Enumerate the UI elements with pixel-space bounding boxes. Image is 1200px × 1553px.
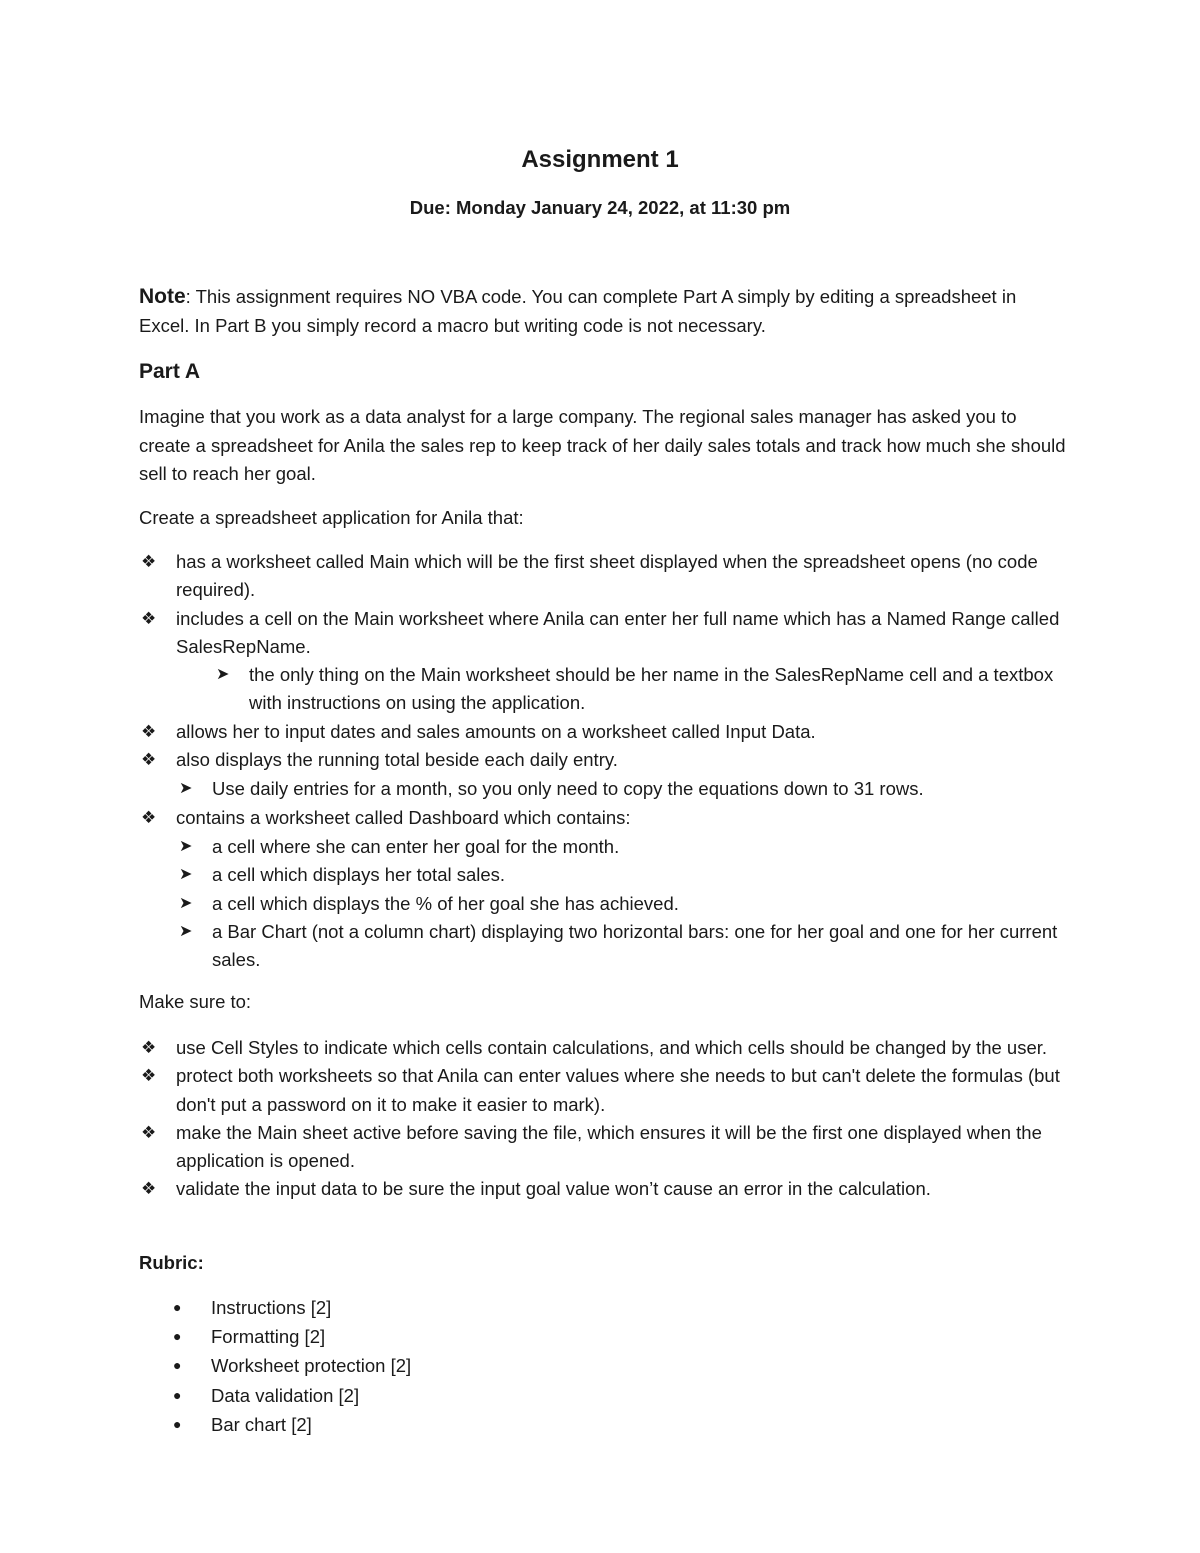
make-sure-label: Make sure to: — [139, 991, 252, 1012]
list-item: ➤ the only thing on the Main worksheet should be her name in the SalesRepName cell and a textbox with instructions on using the application. — [176, 661, 1069, 718]
list-item: ➤ a Bar Chart (not a column chart) displaying two horizontal bars: one for her goal and one for her current sales. — [139, 918, 1069, 975]
dot-bullet-icon: ● — [173, 1299, 182, 1315]
dashboard-list — [139, 804, 1069, 832]
arrow-bullet-icon: ➤ — [216, 666, 230, 684]
four-diamond-bullet-icon: ❖ — [141, 1122, 157, 1142]
four-diamond-bullet-icon: ❖ — [141, 808, 157, 827]
list-item: ❖ make the Main sheet active before saving the file, which ensures it will be the first one displayed when the application is opened. — [139, 1119, 1069, 1176]
make-sure-list — [139, 1034, 1069, 1204]
arrow-bullet-icon: ➤ — [179, 780, 193, 797]
part-a-heading: Part A — [139, 360, 201, 383]
list-item: ● Data validation [2] — [173, 1381, 411, 1410]
list-item: ❖ contains a worksheet called Dashboard which contains: — [139, 804, 1069, 832]
dot-bullet-icon: ● — [173, 1386, 182, 1403]
dot-bullet-icon: ● — [173, 1357, 182, 1374]
arrow-bullet-icon: ➤ — [179, 866, 193, 884]
list-item: ➤ a cell which displays the % of her goal she has achieved. — [139, 890, 1069, 918]
four-diamond-bullet-icon: ❖ — [141, 1179, 157, 1199]
four-diamond-bullet-icon: ❖ — [141, 552, 157, 571]
dashboard-sub-list — [139, 833, 1069, 974]
rubric-list — [173, 1293, 411, 1439]
sub-list — [139, 775, 1069, 803]
dot-bullet-icon: ● — [173, 1328, 182, 1345]
sub-list — [176, 661, 1069, 718]
four-diamond-bullet-icon: ❖ — [141, 722, 157, 741]
note-label: Note — [139, 285, 186, 308]
four-diamond-bullet-icon: ❖ — [141, 608, 157, 628]
list-item: ● Instructions [2] — [173, 1293, 411, 1322]
list-item: ❖ has a worksheet called Main which will be the first sheet displayed when the spreadsheet opens (no code required). — [139, 548, 1069, 605]
list-item: ➤ a cell which displays her total sales. — [139, 861, 1069, 889]
list-item: ❖ protect both worksheets so that Anila can enter values where she needs to but can't delete the formulas (but don't put a password on it to make it easier to mark). — [139, 1062, 1069, 1119]
four-diamond-bullet-icon: ❖ — [141, 750, 157, 770]
list-item: ❖ includes a cell on the Main worksheet where Anila can enter her full name which has a Named Range called SalesRepName. ➤ the only thing on the Main worksheet should be her name in the SalesRepName cell and a textbox with instructions on using the application. — [139, 605, 1069, 718]
four-diamond-bullet-icon: ❖ — [141, 1066, 157, 1086]
note-text: : This assignment requires NO VBA code. You can complete Part A simply by editing a spreadsheet in Excel. In Part B you simply record a macro but writing code is not necessary. — [139, 286, 1017, 336]
due-date: Due: Monday January 24, 2022, at 11:30 pm — [409, 197, 791, 218]
list-item: ● Worksheet protection [2] — [173, 1351, 411, 1380]
arrow-bullet-icon: ➤ — [179, 838, 193, 855]
list-item: ➤ Use daily entries for a month, so you only need to copy the equations down to 31 rows. — [139, 775, 1069, 803]
arrow-bullet-icon: ➤ — [179, 922, 193, 940]
arrow-bullet-icon: ➤ — [179, 894, 193, 912]
list-item: ● Formatting [2] — [173, 1322, 411, 1351]
list-item: ❖ validate the input data to be sure the input goal value won’t cause an error in the calculation. — [139, 1175, 1069, 1203]
four-diamond-bullet-icon: ❖ — [141, 1038, 157, 1057]
document-title: Assignment 1 — [521, 146, 679, 173]
part-a-intro: Imagine that you work as a data analyst for a large company. The regional sales manager has asked you to create a spreadsheet for Anila the sales rep to keep track of her daily sales totals and track how much she should sell to reach her goal. — [139, 406, 1066, 484]
list-item: ❖ use Cell Styles to indicate which cells contain calculations, and which cells should be changed by the user. — [139, 1034, 1069, 1062]
note-paragraph — [139, 283, 1069, 340]
list-item: ❖ also displays the running total beside each daily entry. — [139, 746, 1069, 774]
requirements-list — [139, 548, 1069, 718]
rubric-heading: Rubric: — [139, 1252, 204, 1273]
list-item: ❖ allows her to input dates and sales amounts on a worksheet called Input Data. — [139, 718, 1069, 746]
create-intro: Create a spreadsheet application for Anila that: — [139, 507, 524, 528]
requirements-list-continued — [139, 718, 1069, 775]
dot-bullet-icon: ● — [173, 1415, 182, 1432]
list-item: ➤ a cell where she can enter her goal for the month. — [139, 833, 1069, 861]
list-item: ● Bar chart [2] — [173, 1410, 411, 1439]
